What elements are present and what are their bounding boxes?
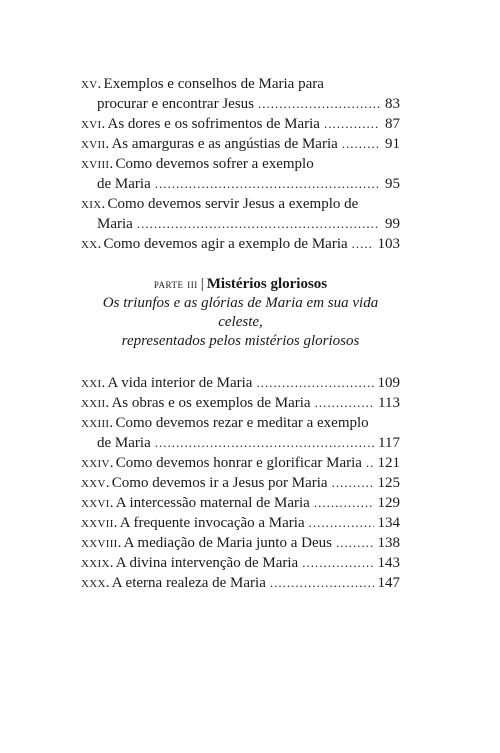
- chapter-number: xxvi.: [81, 495, 114, 511]
- toc-entry-line: [81, 214, 400, 234]
- toc-entry: [81, 74, 400, 114]
- toc-entry: [81, 114, 400, 134]
- toc-entry: [81, 573, 400, 593]
- page-number: 83: [385, 96, 400, 112]
- page-number: 87: [385, 116, 400, 132]
- page-number: 95: [385, 176, 400, 192]
- toc-entry-line: [81, 433, 400, 453]
- page-number: 125: [377, 475, 400, 491]
- toc-entry: [81, 194, 400, 234]
- toc-entry: [81, 453, 400, 473]
- dot-leader: [309, 513, 374, 533]
- chapter-title: A vida interior de Maria: [107, 375, 253, 391]
- dot-leader: [366, 453, 374, 473]
- page-number: 129: [377, 495, 400, 511]
- chapter-number: xxiv.: [81, 455, 114, 471]
- toc-entry: [81, 413, 400, 453]
- toc-entry-line: [81, 573, 400, 593]
- part-3-subtitle-line-1: Os triunfos e as glórias de Maria em sua vida celeste,: [102, 295, 379, 330]
- dot-leader: [155, 174, 380, 194]
- part-3-separator: |: [200, 276, 204, 292]
- toc-entry-line: [81, 94, 400, 114]
- dot-leader: [342, 134, 380, 154]
- chapter-number: xviii.: [81, 156, 114, 172]
- toc-entry: [81, 134, 400, 154]
- chapter-title: Como devemos agir a exemplo de Maria: [103, 236, 348, 252]
- toc-entry-line: [81, 553, 400, 573]
- toc-entry: [81, 234, 400, 254]
- part-3-title: Mistérios gloriosos: [206, 276, 328, 292]
- chapter-number: xxvii.: [81, 515, 118, 531]
- dot-leader: [336, 533, 374, 553]
- toc-entry-line: [81, 393, 400, 413]
- chapter-title: Como devemos honrar e glorificar Maria: [115, 455, 362, 471]
- dot-leader: [270, 573, 374, 593]
- toc-entry: [81, 533, 400, 553]
- chapter-title: procurar e encontrar Jesus: [97, 96, 255, 112]
- chapter-title: A mediação de Maria junto a Deus: [123, 535, 332, 551]
- toc-entry-line: [81, 174, 400, 194]
- part-3-subtitle-line-2: representados pelos mistérios gloriosos: [121, 333, 360, 349]
- chapter-title: Exemplos e conselhos de Maria para: [103, 76, 324, 92]
- chapter-number: xxviii.: [81, 535, 122, 551]
- chapter-number: xxi.: [81, 375, 106, 391]
- page-number: 99: [385, 216, 400, 232]
- dot-leader: [324, 114, 380, 134]
- chapter-number: xx.: [81, 236, 102, 252]
- toc-entry-line: [81, 453, 400, 473]
- toc-entry-line: [81, 413, 400, 433]
- chapter-title: A eterna realeza de Maria: [111, 575, 266, 591]
- chapter-title: A intercessão maternal de Maria: [115, 495, 310, 511]
- page-number: 143: [377, 555, 400, 571]
- toc-entry: [81, 493, 400, 513]
- toc-entry: [81, 154, 400, 194]
- page-number: 121: [377, 455, 400, 471]
- toc-entry-line: [81, 533, 400, 553]
- chapter-number: xxx.: [81, 575, 110, 591]
- page-number: 103: [377, 236, 400, 252]
- dot-leader: [155, 433, 374, 453]
- chapter-title: A divina intervenção de Maria: [115, 555, 299, 571]
- toc-entry: [81, 373, 400, 393]
- toc-entry: [81, 513, 400, 533]
- chapter-number: xxv.: [81, 475, 110, 491]
- page-number: 91: [385, 136, 400, 152]
- toc-entry: [81, 473, 400, 493]
- chapter-title: Como devemos servir Jesus a exemplo de: [107, 196, 359, 212]
- dot-leader: [258, 94, 380, 114]
- chapter-title: Como devemos sofrer a exemplo: [115, 156, 314, 172]
- part-3-entries: [81, 373, 400, 593]
- chapter-title: de Maria: [97, 176, 151, 192]
- dot-leader: [137, 214, 380, 234]
- chapter-number: xxiii.: [81, 415, 114, 431]
- chapter-title: de Maria: [97, 435, 151, 451]
- toc-entry: [81, 553, 400, 573]
- dot-leader: [256, 373, 373, 393]
- chapter-title: A frequente invocação a Maria: [119, 515, 305, 531]
- toc-entry: [81, 393, 400, 413]
- part-3-subtitle: [81, 294, 400, 351]
- page-number: 113: [378, 395, 400, 411]
- chapter-number: xix.: [81, 196, 106, 212]
- chapter-number: xxix.: [81, 555, 114, 571]
- chapter-title: Como devemos rezar e meditar a exemplo: [115, 415, 369, 431]
- chapter-title: Maria: [97, 216, 133, 232]
- toc-entry-line: [81, 114, 400, 134]
- page-number: 117: [378, 435, 400, 451]
- chapter-number: xvii.: [81, 136, 110, 152]
- toc-entry-line: [81, 134, 400, 154]
- page-number: 134: [377, 515, 400, 531]
- chapter-title: As dores e os sofrimentos de Maria: [107, 116, 320, 132]
- chapter-number: xvi.: [81, 116, 106, 132]
- toc-entry-line: [81, 154, 400, 174]
- dot-leader: [302, 553, 373, 573]
- chapter-number: xv.: [81, 76, 102, 92]
- chapter-title: Como devemos ir a Jesus por Maria: [111, 475, 328, 491]
- chapter-title: As amarguras e as angústias de Maria: [111, 136, 338, 152]
- toc-entry-line: [81, 473, 400, 493]
- page-number: 147: [377, 575, 400, 591]
- dot-leader: [315, 393, 374, 413]
- page-number: 138: [377, 535, 400, 551]
- part-3-label: parte iii: [153, 276, 198, 291]
- part-2-entries: [81, 74, 400, 254]
- page-number: 109: [377, 375, 400, 391]
- toc-entry-line: [81, 493, 400, 513]
- toc-entry-line: [81, 234, 400, 254]
- table-of-contents: [81, 74, 400, 593]
- toc-entry-line: [81, 373, 400, 393]
- dot-leader: [314, 493, 374, 513]
- dot-leader: [332, 473, 374, 493]
- toc-entry-line: [81, 194, 400, 214]
- dot-leader: [352, 234, 374, 254]
- toc-entry-line: [81, 513, 400, 533]
- toc-entry-line: [81, 74, 400, 94]
- part-3-heading: [81, 274, 400, 294]
- chapter-title: As obras e os exemplos de Maria: [111, 395, 311, 411]
- chapter-number: xxii.: [81, 395, 110, 411]
